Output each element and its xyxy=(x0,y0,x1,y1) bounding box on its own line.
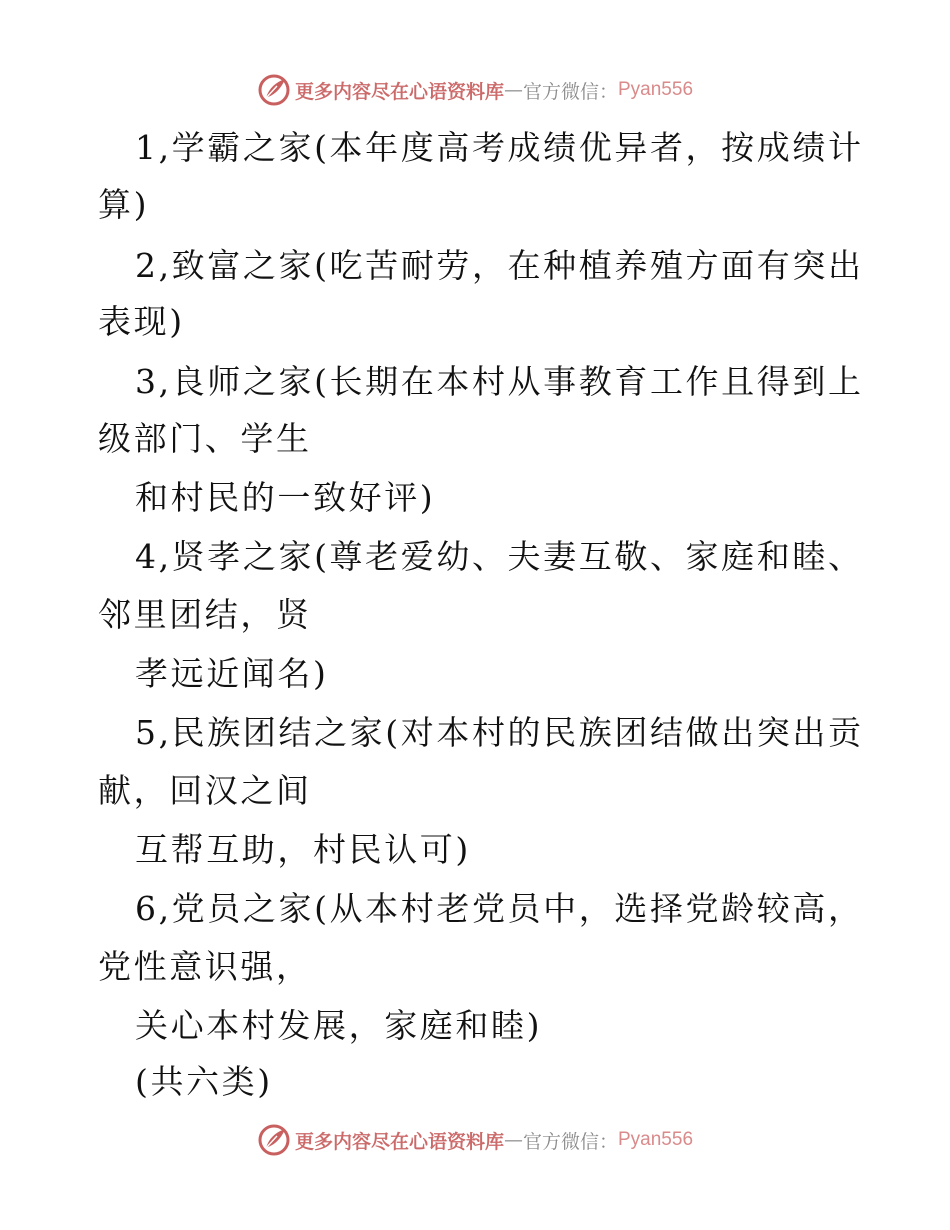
watermark-dash: — xyxy=(503,79,523,101)
text-line: 孝远近闻名) xyxy=(135,654,329,693)
watermark-brand-text: 更多内容尽在心语资料库 xyxy=(294,1130,504,1153)
text-line: 献，回汉之间 xyxy=(98,771,312,810)
text-line: 3,良师之家(长期在本村从事教育工作且得到上 xyxy=(135,362,864,401)
watermark-dash: — xyxy=(503,1129,523,1151)
watermark-wechat-id: Pyan556 xyxy=(618,79,694,100)
text-line: 2,致富之家(吃苦耐劳，在种植养殖方面有突出 xyxy=(135,246,864,285)
text-line: 4,贤孝之家(尊老爱幼、夫妻互敬、家庭和睦、 xyxy=(135,537,864,576)
watermark-label: 官方微信： xyxy=(522,1130,618,1153)
text-line: 和村民的一致好评) xyxy=(135,478,436,517)
text-line: 关心本村发展，家庭和睦) xyxy=(135,1006,543,1045)
text-line: 级部门、学生 xyxy=(98,419,312,458)
text-line: 5,民族团结之家(对本村的民族团结做出突出贡 xyxy=(135,713,864,752)
footer-watermark xyxy=(0,1118,950,1162)
text-line: 1,学霸之家(本年度高考成绩优异者，按成绩计 xyxy=(135,128,864,167)
text-line: (共六类) xyxy=(135,1062,273,1101)
watermark-label: 官方微信： xyxy=(522,80,618,103)
watermark-wechat-id: Pyan556 xyxy=(618,1129,694,1150)
text-line: 表现) xyxy=(98,302,185,341)
watermark-brand-text: 更多内容尽在心语资料库 xyxy=(294,80,504,103)
text-line: 算) xyxy=(98,185,150,224)
text-line: 6,党员之家(从本村老党员中，选择党龄较高， xyxy=(135,889,864,928)
text-line: 互帮互助，村民认可) xyxy=(135,830,471,869)
text-line: 邻里团结，贤 xyxy=(98,595,312,634)
feather-pen-logo-icon xyxy=(257,1123,291,1157)
text-line: 党性意识强， xyxy=(98,947,312,986)
